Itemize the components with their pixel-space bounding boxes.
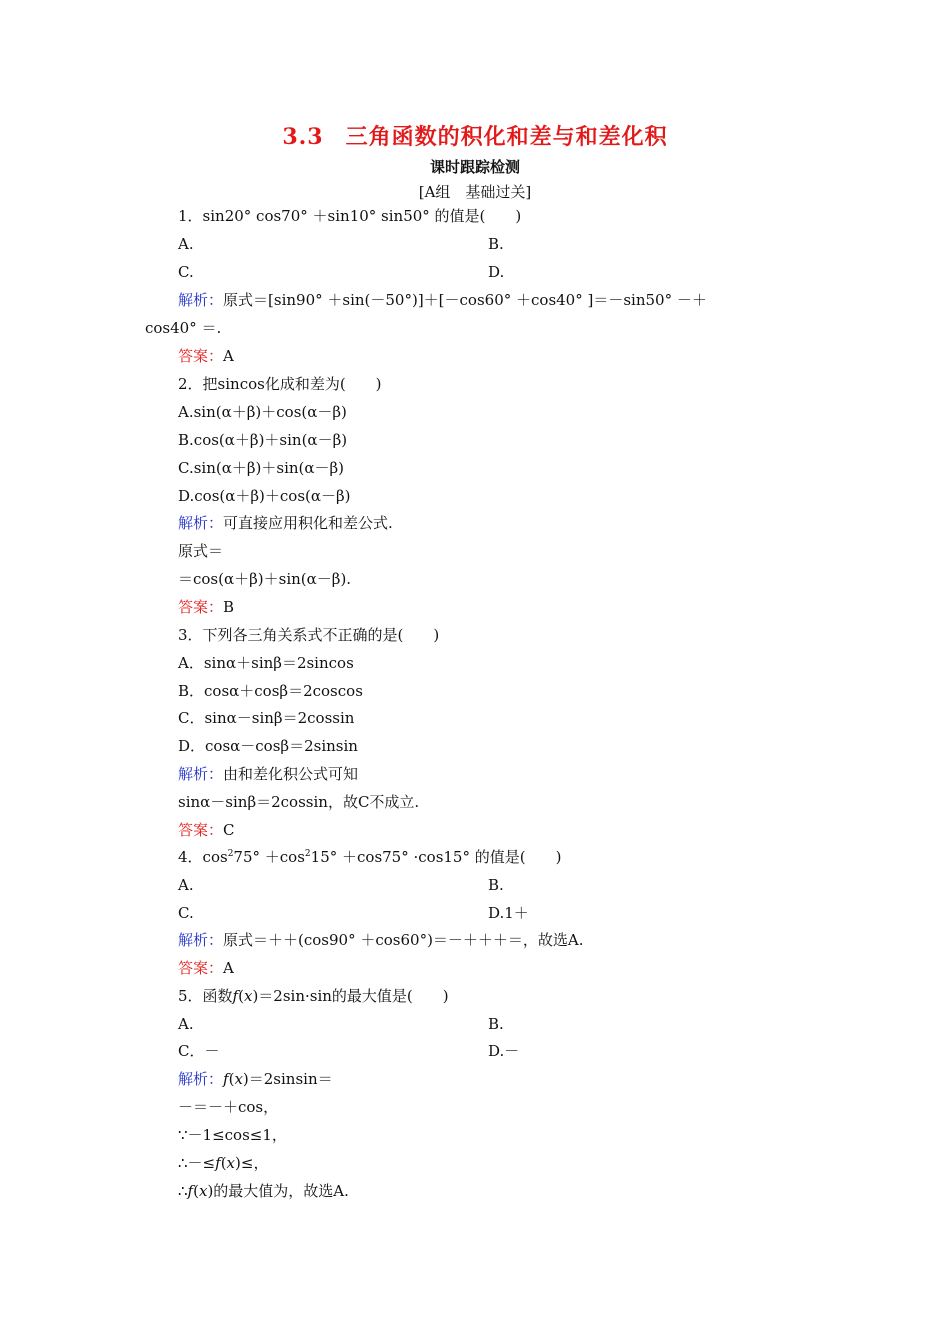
q2-analysis-line3: ＝cos(α＋β)＋sin(α－β). [178, 570, 352, 588]
q3-option-a: A．sinα＋sinβ＝2sincos [178, 654, 354, 672]
q4-analysis: 解析：原式＝＋＋(cos90° ＋cos60°)＝－＋＋＋＝，故选A. [178, 931, 584, 949]
section-title: 三角函数的积化和差与和差化积 [345, 124, 668, 150]
analysis-label: 解析： [178, 291, 224, 309]
q5-analysis-line5: ∴f(x)的最大值为，故选A. [178, 1182, 349, 1200]
q3-answer: 答案：C [178, 821, 235, 839]
answer-label: 答案： [178, 821, 224, 839]
q5-option-d: D.－ [488, 1042, 520, 1060]
page-subtitle: 课时跟踪检测 [429, 158, 520, 176]
q5-analysis-line2: －＝－＋cos， [178, 1098, 279, 1116]
q5-analysis-line3: ∵－1≤cos≤1， [178, 1126, 287, 1144]
analysis-label: 解析： [178, 765, 224, 783]
q1-option-c: C. [178, 263, 194, 281]
q2-analysis-line2: 原式＝ [178, 542, 224, 560]
q5-option-c: C．－ [178, 1042, 220, 1060]
q5-analysis: 解析：f(x)＝2sinsin＝ [178, 1070, 333, 1088]
q5-option-a: A. [178, 1015, 194, 1033]
q1-analysis: 解析：原式＝[sin90° ＋sin(－50°)]＋[－cos60° ＋cos40° ]＝－sin50° －＋ [178, 291, 707, 309]
q2-option-b: B.cos(α＋β)＋sin(α－β) [178, 431, 348, 449]
q4-option-a: A. [178, 876, 194, 894]
q4-answer: 答案：A [178, 959, 234, 977]
q1-analysis-cont: cos40° ＝. [145, 319, 222, 337]
q4-option-d: D.1＋ [488, 904, 529, 922]
q4-option-b: B. [488, 876, 504, 894]
group-heading: [A组 基础过关] [418, 183, 532, 201]
q3-option-c: C．sinα－sinβ＝2cossin [178, 709, 355, 727]
analysis-label: 解析： [178, 931, 224, 949]
answer-label: 答案： [178, 347, 224, 365]
q3-analysis: 解析：由和差化积公式可知 [178, 765, 359, 783]
q3-option-b: B．cosα＋cosβ＝2coscos [178, 682, 363, 700]
section-number: 3.3 [282, 124, 324, 150]
q1-option-a: A. [178, 235, 194, 253]
q1-option-b: B. [488, 235, 504, 253]
q2-answer: 答案：B [178, 598, 235, 616]
q1-option-d: D. [488, 263, 505, 281]
q3-option-d: D．cosα－cosβ＝2sinsin [178, 737, 358, 755]
q2-option-a: A.sin(α＋β)＋cos(α－β) [178, 403, 347, 421]
q2-option-c: C.sin(α＋β)＋sin(α－β) [178, 459, 345, 477]
q1-stem: 1．sin20° cos70° ＋sin10° sin50° 的值是( ) [178, 207, 522, 225]
q3-stem: 3．下列各三角关系式不正确的是( ) [178, 626, 440, 644]
q5-option-b: B. [488, 1015, 504, 1033]
page-title [0, 120, 950, 151]
q5-analysis-line4: ∴－≤f(x)≤， [178, 1154, 269, 1172]
q5-stem: 5．函数f(x)＝2sin·sin的最大值是( ) [178, 987, 449, 1005]
answer-label: 答案： [178, 598, 224, 616]
q1-answer: 答案：A [178, 347, 234, 365]
q4-option-c: C. [178, 904, 194, 922]
q2-stem: 2．把sincos化成和差为( ) [178, 375, 382, 393]
q2-analysis: 解析：可直接应用积化和差公式. [178, 514, 393, 532]
analysis-label: 解析： [178, 514, 224, 532]
q4-stem: 4．$\cos^275^\circ +\cos^215^\circ +\cos 75^\circ \cdot\cos 15^\circ$ 的值是( ) [178, 848, 562, 866]
answer-label: 答案： [178, 959, 224, 977]
analysis-label: 解析： [178, 1070, 224, 1088]
q2-option-d: D.cos(α＋β)＋cos(α－β) [178, 487, 351, 505]
q3-analysis-line2: sinα－sinβ＝2cossin，故C不成立. [178, 793, 420, 811]
